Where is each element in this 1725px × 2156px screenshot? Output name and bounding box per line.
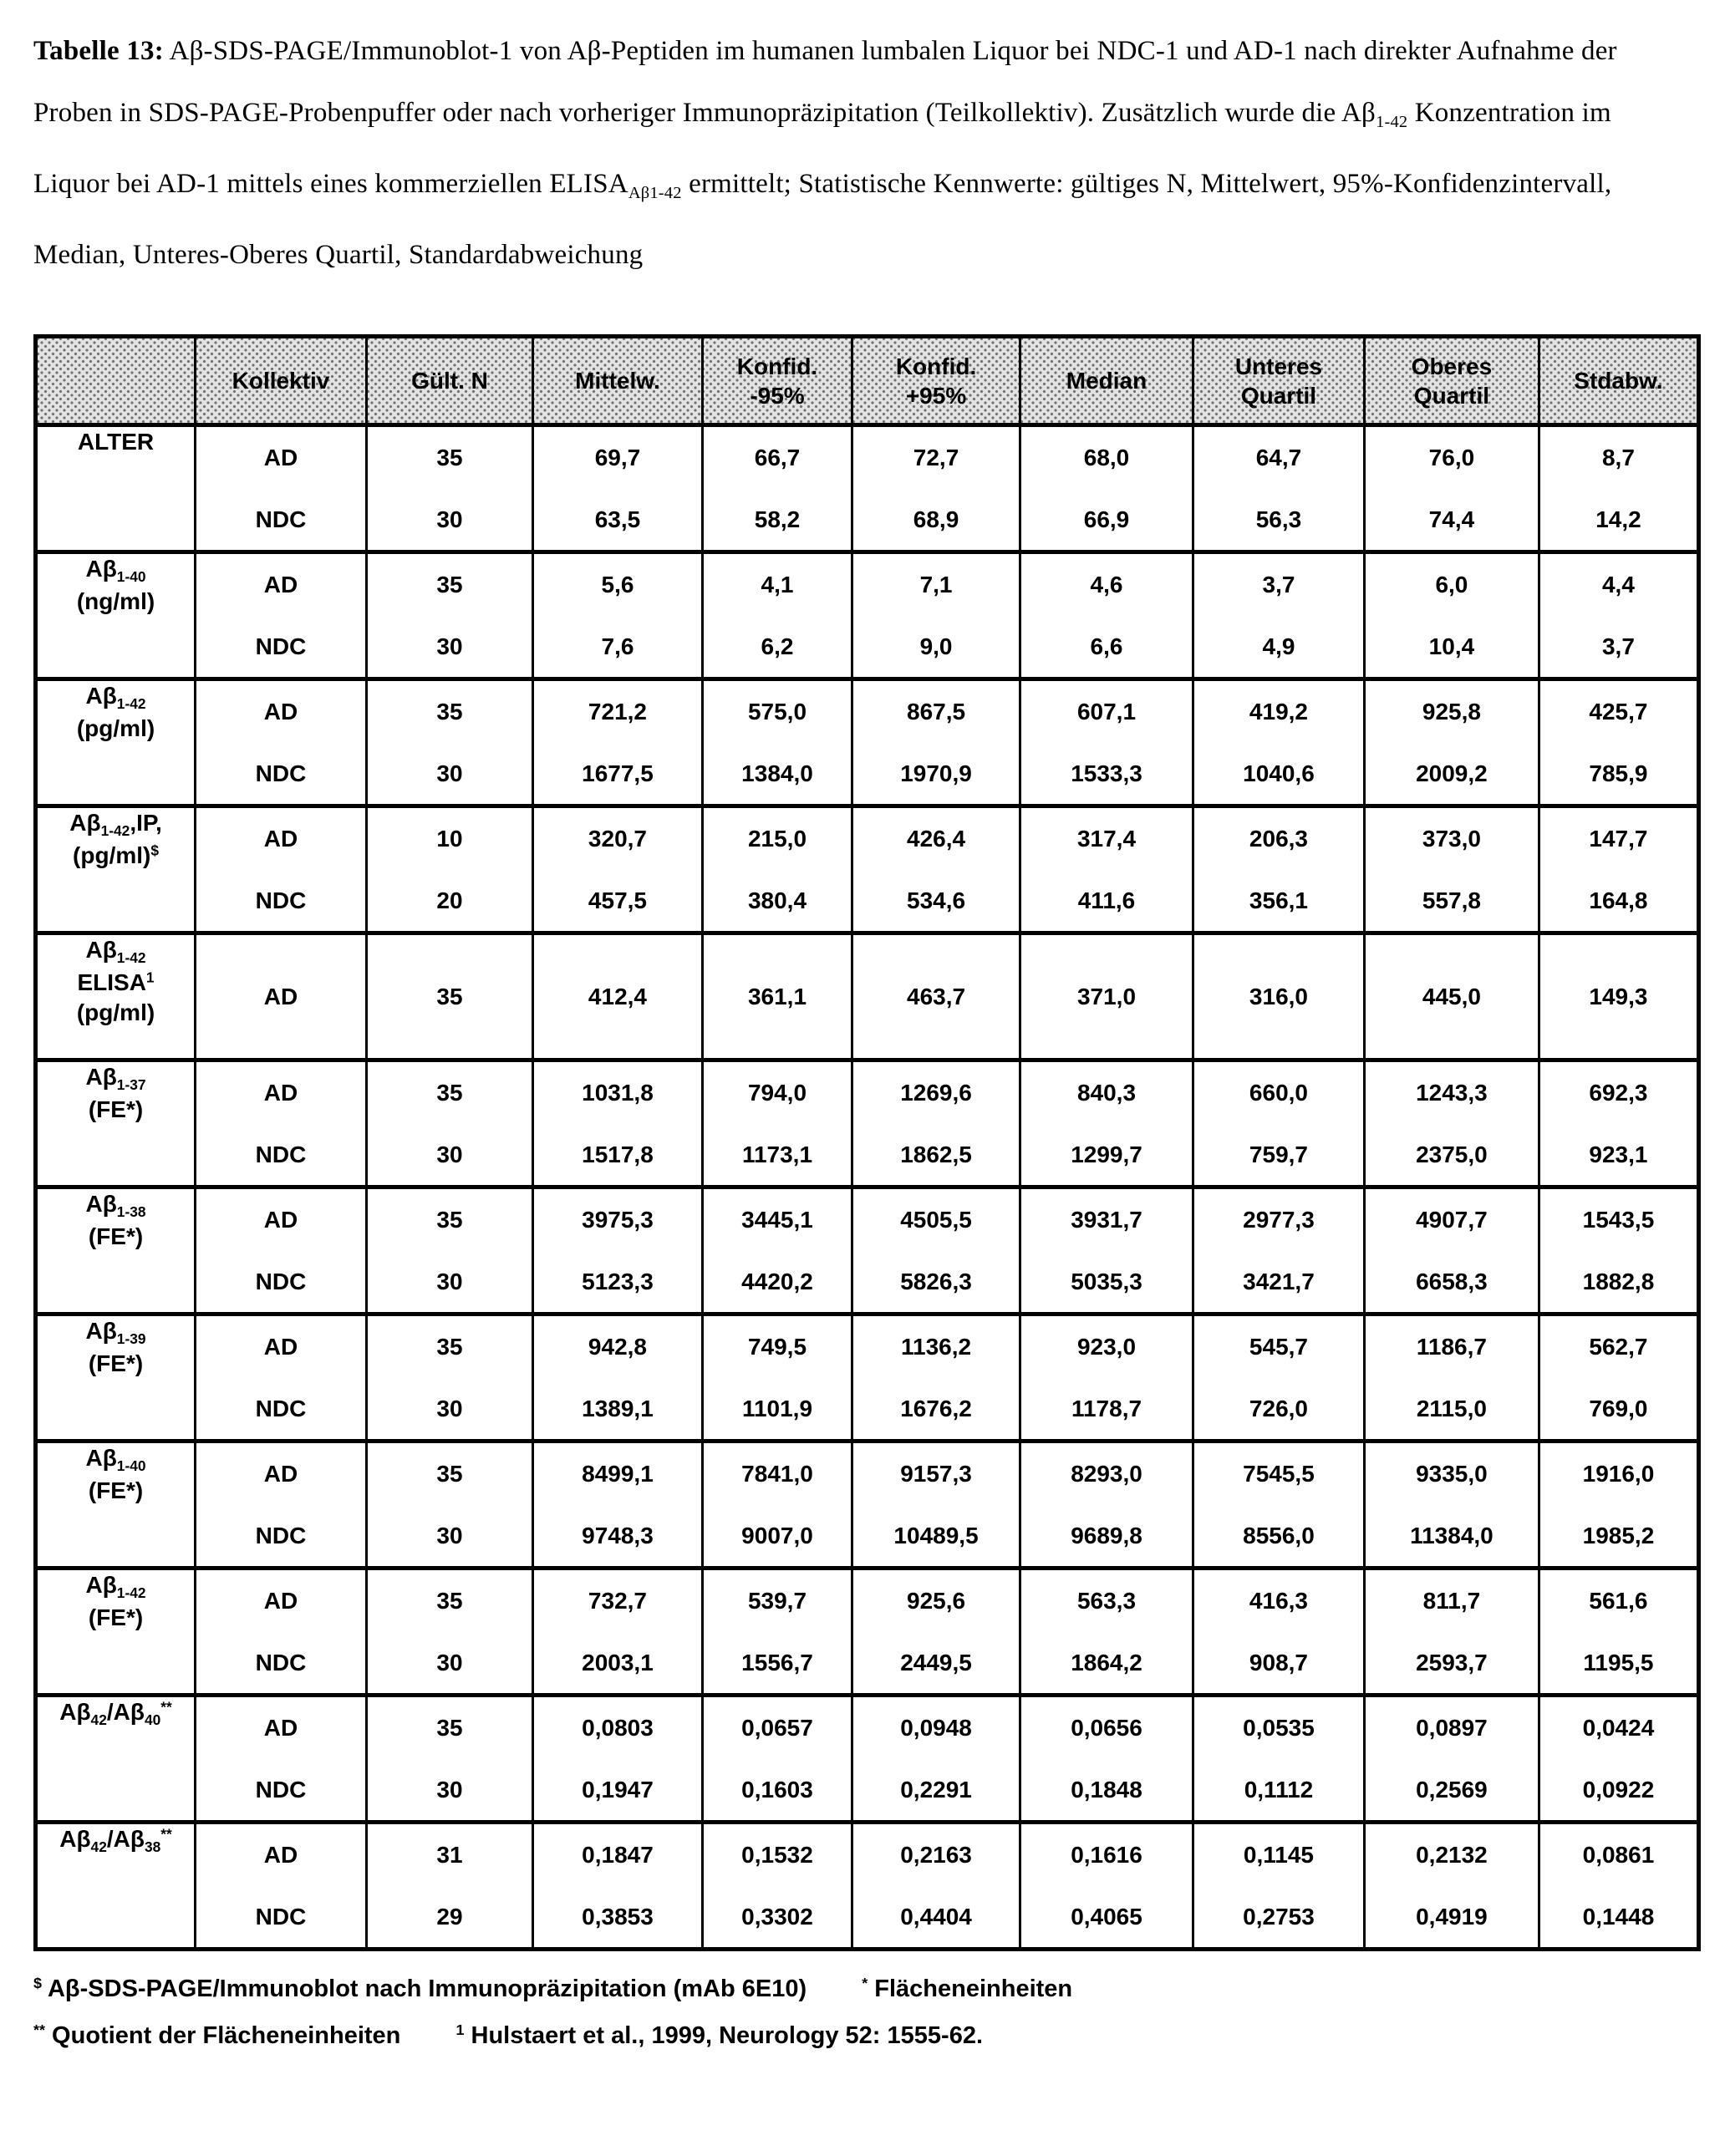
table-row [36,1696,1699,1759]
value-cell: 68,9 [852,489,1020,552]
value-cell: 58,2 [702,489,852,552]
value-cell: 30 [367,1632,533,1696]
value-cell: 0,1947 [532,1759,702,1823]
value-cell: 534,6 [852,870,1020,933]
value-cell: 942,8 [532,1314,702,1378]
value-cell: 30 [367,743,533,806]
value-cell: 316,0 [1193,933,1364,1060]
value-cell: 1299,7 [1020,1124,1193,1187]
value-cell: 31 [367,1823,533,1886]
table-row [36,1569,1699,1632]
value-cell: 0,4404 [852,1886,1020,1950]
value-cell: 29 [367,1886,533,1950]
value-cell: 0,0922 [1539,1759,1698,1823]
value-cell: 7,1 [852,552,1020,616]
value-cell: 30 [367,1378,533,1442]
row-group-label: $A\beta_{1-38}$ (FE*) [36,1187,196,1314]
kollektiv-cell: NDC [196,616,367,679]
value-cell: 2375,0 [1364,1124,1539,1187]
kollektiv-cell: AD [196,806,367,870]
value-cell: 749,5 [702,1314,852,1378]
value-cell: 373,0 [1364,806,1539,870]
row-group-label: $A\beta_{42}/A\beta_{38}^{**}$ [36,1823,196,1950]
value-cell: 74,4 [1364,489,1539,552]
value-cell: 0,3853 [532,1886,702,1950]
value-cell: 4,6 [1020,552,1193,616]
value-cell: 721,2 [532,679,702,743]
column-header-median: Median [1020,337,1193,425]
value-cell: 30 [367,1505,533,1569]
kollektiv-cell: NDC [196,870,367,933]
value-cell: 10 [367,806,533,870]
kollektiv-cell: AD [196,679,367,743]
value-cell: 726,0 [1193,1378,1364,1442]
value-cell: 8556,0 [1193,1505,1364,1569]
value-cell: 545,7 [1193,1314,1364,1378]
row-group-label: $A\beta_{42}/A\beta_{40}^{**}$ [36,1696,196,1823]
table-header [36,337,1699,425]
value-cell: 2115,0 [1364,1378,1539,1442]
column-header-oberes: Oberes Quartil [1364,337,1539,425]
row-group-label: $A\beta_{1-42}$ (pg/ml) [36,679,196,806]
value-cell: 925,6 [852,1569,1020,1632]
value-cell: 785,9 [1539,743,1698,806]
value-cell: 30 [367,489,533,552]
value-cell: 0,3302 [702,1886,852,1950]
value-cell: 0,2291 [852,1759,1020,1823]
statistics-table [33,334,1701,1951]
value-cell: 561,6 [1539,1569,1698,1632]
value-cell: 1173,1 [702,1124,852,1187]
value-cell: 9689,8 [1020,1505,1193,1569]
value-cell: 9157,3 [852,1442,1020,1505]
value-cell: 1517,8 [532,1124,702,1187]
table-row [36,806,1699,870]
column-header-konfid: Konfid. -95% [702,337,852,425]
value-cell: 0,4919 [1364,1886,1539,1950]
value-cell: 30 [367,616,533,679]
table-caption: Tabelle 13: Aβ-SDS-PAGE/Immunoblot-1 von Aβ-Peptiden im humanen lumbalen Liquor bei NDC-1 und AD-1 nach direkter Aufnahme der Proben in SDS-PAGE-Probenpuffer oder nach vorheriger Immunopräzipitation (Teilkollektiv). Zusätzlich wurde die $A\beta_{1-42}$ Konzentration im Liquor bei AD-1 mittels eines kommerziellen $ELISA_{A\beta 1-42}$ ermittelt; Statistische Kennwerte: gültiges N, Mittelwert, 95%-Konfidenzintervall, Median, Unteres-Oberes Quartil, Standardabweichung [33,36,1617,271]
value-cell: 10,4 [1364,616,1539,679]
value-cell: 0,0424 [1539,1696,1698,1759]
value-cell: 0,4065 [1020,1886,1193,1950]
footnote-line-1 [33,1975,1702,2003]
value-cell: 30 [367,1759,533,1823]
table-row [36,1759,1699,1823]
kollektiv-cell: NDC [196,1505,367,1569]
value-cell: 2593,7 [1364,1632,1539,1696]
value-cell: 0,0948 [852,1696,1020,1759]
row-group-label: $A\beta_{1-42}$ ELISA$^1$ (pg/ml) [36,933,196,1060]
value-cell: 0,1616 [1020,1823,1193,1886]
value-cell: 11384,0 [1364,1505,1539,1569]
footnote-quotient: ** Quotient der Flächeneinheiten [33,2021,401,2050]
header-row [36,337,1699,425]
table-row [36,1823,1699,1886]
value-cell: 445,0 [1364,933,1539,1060]
value-cell: 3421,7 [1193,1251,1364,1314]
value-cell: 539,7 [702,1569,852,1632]
value-cell: 6,2 [702,616,852,679]
value-cell: 1040,6 [1193,743,1364,806]
row-group-label: $A\beta_{1-40}$ (ng/ml) [36,552,196,679]
value-cell: 0,0656 [1020,1696,1193,1759]
value-cell: 562,7 [1539,1314,1698,1378]
value-cell: 6,0 [1364,552,1539,616]
table-body [36,425,1699,1950]
kollektiv-cell: AD [196,1569,367,1632]
value-cell: 840,3 [1020,1060,1193,1124]
value-cell: 4505,5 [852,1187,1020,1251]
value-cell: 4907,7 [1364,1187,1539,1251]
kollektiv-cell: AD [196,1442,367,1505]
value-cell: 68,0 [1020,425,1193,489]
value-cell: 412,4 [532,933,702,1060]
footnote-immunoblot-ip: $ Aβ-SDS-PAGE/Immunoblot nach Immunopräzipitation (mAb 6E10) [33,1975,807,2003]
table-row [36,933,1699,1060]
value-cell: 0,0861 [1539,1823,1698,1886]
value-cell: 56,3 [1193,489,1364,552]
row-group-label: $A\beta_{1-37}$ (FE*) [36,1060,196,1187]
table-row [36,616,1699,679]
value-cell: 2449,5 [852,1632,1020,1696]
value-cell: 1556,7 [702,1632,852,1696]
value-cell: 1178,7 [1020,1378,1193,1442]
value-cell: 0,1112 [1193,1759,1364,1823]
table-row [36,679,1699,743]
value-cell: 1864,2 [1020,1632,1193,1696]
table-row [36,1505,1699,1569]
value-cell: 1676,2 [852,1378,1020,1442]
table-row [36,870,1699,933]
table-row [36,425,1699,489]
value-cell: 3931,7 [1020,1187,1193,1251]
value-cell: 0,0657 [702,1696,852,1759]
value-cell: 3445,1 [702,1187,852,1251]
value-cell: 7841,0 [702,1442,852,1505]
value-cell: 1543,5 [1539,1187,1698,1251]
value-cell: 6658,3 [1364,1251,1539,1314]
value-cell: 425,7 [1539,679,1698,743]
value-cell: 35 [367,1442,533,1505]
value-cell: 5123,3 [532,1251,702,1314]
value-cell: 72,7 [852,425,1020,489]
kollektiv-cell: AD [196,1187,367,1251]
kollektiv-cell: NDC [196,1378,367,1442]
value-cell: 0,1532 [702,1823,852,1886]
value-cell: 426,4 [852,806,1020,870]
value-cell: 908,7 [1193,1632,1364,1696]
value-cell: 4,1 [702,552,852,616]
value-cell: 1533,3 [1020,743,1193,806]
value-cell: 4,4 [1539,552,1698,616]
value-cell: 35 [367,425,533,489]
table-row [36,743,1699,806]
value-cell: 1985,2 [1539,1505,1698,1569]
value-cell: 794,0 [702,1060,852,1124]
value-cell: 35 [367,679,533,743]
table-row [36,1886,1699,1950]
value-cell: 206,3 [1193,806,1364,870]
value-cell: 7,6 [532,616,702,679]
value-cell: 0,2569 [1364,1759,1539,1823]
value-cell: 35 [367,1696,533,1759]
value-cell: 371,0 [1020,933,1193,1060]
value-cell: 8499,1 [532,1442,702,1505]
value-cell: 411,6 [1020,870,1193,933]
table-row [36,1187,1699,1251]
kollektiv-cell: AD [196,933,367,1060]
value-cell: 0,0535 [1193,1696,1364,1759]
column-header-unteres: Unteres Quartil [1193,337,1364,425]
value-cell: 215,0 [702,806,852,870]
value-cell: 0,1847 [532,1823,702,1886]
footnote-reference: $^1$ Hulstaert et al., 1999, Neurology 52: 1555-62. [455,2021,984,2050]
value-cell: 361,1 [702,933,852,1060]
table-row [36,1442,1699,1505]
value-cell: 76,0 [1364,425,1539,489]
value-cell: 1101,9 [702,1378,852,1442]
value-cell: 811,7 [1364,1569,1539,1632]
value-cell: 607,1 [1020,679,1193,743]
table-row [36,1251,1699,1314]
value-cell: 575,0 [702,679,852,743]
value-cell: 66,9 [1020,489,1193,552]
row-group-label: $A\beta_{1-40}$ (FE*) [36,1442,196,1569]
value-cell: 1243,3 [1364,1060,1539,1124]
value-cell: 6,6 [1020,616,1193,679]
value-cell: 0,1848 [1020,1759,1193,1823]
value-cell: 69,7 [532,425,702,489]
value-cell: 0,1448 [1539,1886,1698,1950]
value-cell: 5,6 [532,552,702,616]
column-header-kollektiv: Kollektiv [196,337,367,425]
value-cell: 1136,2 [852,1314,1020,1378]
value-cell: 0,0897 [1364,1696,1539,1759]
footnote-line-2 [33,2021,1702,2050]
table-row [36,1314,1699,1378]
column-header-g-lt-n: Gült. N [367,337,533,425]
value-cell: 35 [367,552,533,616]
column-header-konfid: Konfid. +95% [852,337,1020,425]
value-cell: 925,8 [1364,679,1539,743]
value-cell: 1195,5 [1539,1632,1698,1696]
value-cell: 63,5 [532,489,702,552]
value-cell: 320,7 [532,806,702,870]
kollektiv-cell: NDC [196,489,367,552]
value-cell: 1882,8 [1539,1251,1698,1314]
value-cell: 3,7 [1193,552,1364,616]
value-cell: 9,0 [852,616,1020,679]
value-cell: 923,0 [1020,1314,1193,1378]
value-cell: 149,3 [1539,933,1698,1060]
value-cell: 419,2 [1193,679,1364,743]
value-cell: 1916,0 [1539,1442,1698,1505]
value-cell: 2009,2 [1364,743,1539,806]
value-cell: 35 [367,933,533,1060]
row-group-label: $A\beta_{1-39}$ (FE*) [36,1314,196,1442]
value-cell: 0,1603 [702,1759,852,1823]
value-cell: 0,0803 [532,1696,702,1759]
value-cell: 30 [367,1124,533,1187]
column-header-mittelw: Mittelw. [532,337,702,425]
value-cell: 9748,3 [532,1505,702,1569]
value-cell: 380,4 [702,870,852,933]
value-cell: 923,1 [1539,1124,1698,1187]
kollektiv-cell: NDC [196,1632,367,1696]
value-cell: 0,2132 [1364,1823,1539,1886]
value-cell: 463,7 [852,933,1020,1060]
value-cell: 35 [367,1314,533,1378]
value-cell: 1970,9 [852,743,1020,806]
value-cell: 1269,6 [852,1060,1020,1124]
value-cell: 1862,5 [852,1124,1020,1187]
value-cell: 1677,5 [532,743,702,806]
value-cell: 4,9 [1193,616,1364,679]
value-cell: 20 [367,870,533,933]
table-row [36,552,1699,616]
value-cell: 0,1145 [1193,1823,1364,1886]
kollektiv-cell: NDC [196,1886,367,1950]
value-cell: 35 [367,1060,533,1124]
value-cell: 1384,0 [702,743,852,806]
footnote-flaecheneinheiten: * Flächeneinheiten [862,1975,1073,2003]
value-cell: 35 [367,1569,533,1632]
value-cell: 660,0 [1193,1060,1364,1124]
kollektiv-cell: NDC [196,743,367,806]
value-cell: 1389,1 [532,1378,702,1442]
row-group-label: ALTER [36,425,196,552]
value-cell: 147,7 [1539,806,1698,870]
value-cell: 10489,5 [852,1505,1020,1569]
kollektiv-cell: AD [196,1314,367,1378]
value-cell: 457,5 [532,870,702,933]
value-cell: 2977,3 [1193,1187,1364,1251]
table-row [36,489,1699,552]
value-cell: 867,5 [852,679,1020,743]
value-cell: 557,8 [1364,870,1539,933]
value-cell: 8293,0 [1020,1442,1193,1505]
value-cell: 356,1 [1193,870,1364,933]
value-cell: 9007,0 [702,1505,852,1569]
value-cell: 0,2753 [1193,1886,1364,1950]
row-group-label: $A\beta_{1-42},IP$, (pg/ml)$ [36,806,196,933]
value-cell: 1186,7 [1364,1314,1539,1378]
value-cell: 0,2163 [852,1823,1020,1886]
value-cell: 2003,1 [532,1632,702,1696]
value-cell: 3975,3 [532,1187,702,1251]
value-cell: 4420,2 [702,1251,852,1314]
kollektiv-cell: NDC [196,1759,367,1823]
row-group-label: $A\beta_{1-42}$ (FE*) [36,1569,196,1696]
kollektiv-cell: AD [196,552,367,616]
kollektiv-cell: NDC [196,1124,367,1187]
value-cell: 416,3 [1193,1569,1364,1632]
value-cell: 164,8 [1539,870,1698,933]
kollektiv-cell: AD [196,1823,367,1886]
value-cell: 759,7 [1193,1124,1364,1187]
value-cell: 563,3 [1020,1569,1193,1632]
value-cell: 35 [367,1187,533,1251]
table-row [36,1060,1699,1124]
table-row [36,1378,1699,1442]
kollektiv-cell: AD [196,1060,367,1124]
column-header-row-label [36,337,196,425]
value-cell: 5035,3 [1020,1251,1193,1314]
value-cell: 9335,0 [1364,1442,1539,1505]
table-row [36,1632,1699,1696]
value-cell: 732,7 [532,1569,702,1632]
value-cell: 692,3 [1539,1060,1698,1124]
value-cell: 14,2 [1539,489,1698,552]
value-cell: 1031,8 [532,1060,702,1124]
value-cell: 3,7 [1539,616,1698,679]
value-cell: 8,7 [1539,425,1698,489]
kollektiv-cell: NDC [196,1251,367,1314]
value-cell: 7545,5 [1193,1442,1364,1505]
value-cell: 64,7 [1193,425,1364,489]
column-header-stdabw: Stdabw. [1539,337,1698,425]
value-cell: 769,0 [1539,1378,1698,1442]
value-cell: 317,4 [1020,806,1193,870]
kollektiv-cell: AD [196,1696,367,1759]
value-cell: 66,7 [702,425,852,489]
table-row [36,1124,1699,1187]
kollektiv-cell: AD [196,425,367,489]
value-cell: 5826,3 [852,1251,1020,1314]
footnotes [33,1975,1702,2050]
value-cell: 30 [367,1251,533,1314]
